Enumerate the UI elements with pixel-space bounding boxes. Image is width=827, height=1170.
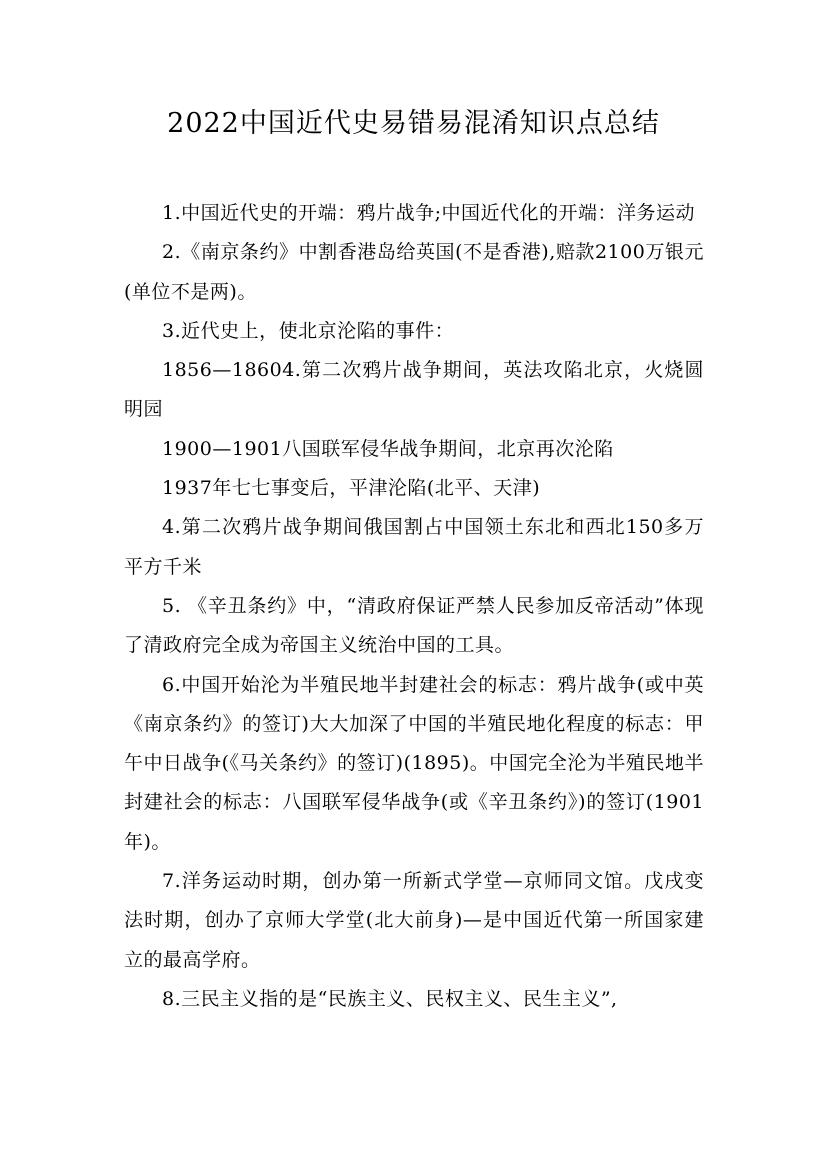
paragraph-3: 3.近代史上，使北京沦陷的事件： <box>162 319 455 342</box>
paragraph-7: 4.第二次鸦片战争期间俄国割占中国领土东北和西北150多万平方千米 <box>124 516 704 578</box>
paragraph-9: 6.中国开始沦为半殖民地半封建社会的标志：鸦片战争(或中英《南京条约》的签订)大大加深了中国的半殖民地化程度的标志：甲午中日战争(《马关条约》的签订)(1895)。中国完全沦为半殖民地半封建社会的标志：八国联军侵华战争(或《辛丑条约》)的签订(1901年)。 <box>124 673 704 853</box>
paragraph-8: 5. 《辛丑条约》中，“清政府保证严禁人民参加反帝活动”体现了清政府完全成为帝国主义统治中国的工具。 <box>124 594 704 657</box>
paragraph-1: 1.中国近代史的开端：鸦片战争;中国近代化的开端：洋务运动 <box>162 202 696 224</box>
document-body <box>124 194 704 1019</box>
paragraph-11: 8.三民主义指的是“民族主义、民权主义、民生主义”, <box>162 987 618 1010</box>
paragraph-10: 7.洋务运动时期，创办第一所新式学堂—京师同文馆。戊戌变法时期，创办了京师大学堂(北大前身)—是中国近代第一所国家建立的最高学府。 <box>124 870 704 971</box>
paragraph-6: 1937年七七事变后，平津沦陷(北平、天津) <box>162 477 541 500</box>
paragraph-5: 1900—1901八国联军侵华战争期间，北京再次沦陷 <box>162 437 614 460</box>
paragraph-2: 2.《南京条约》中割香港岛给英国(不是香港),赔款2100万银元(单位不是两)。 <box>124 241 704 303</box>
document-title: 2022中国近代史易错易混淆知识点总结 <box>167 108 660 139</box>
paragraph-4: 1856—18604.第二次鸦片战争期间，英法攻陷北京，火烧圆明园 <box>124 359 704 421</box>
